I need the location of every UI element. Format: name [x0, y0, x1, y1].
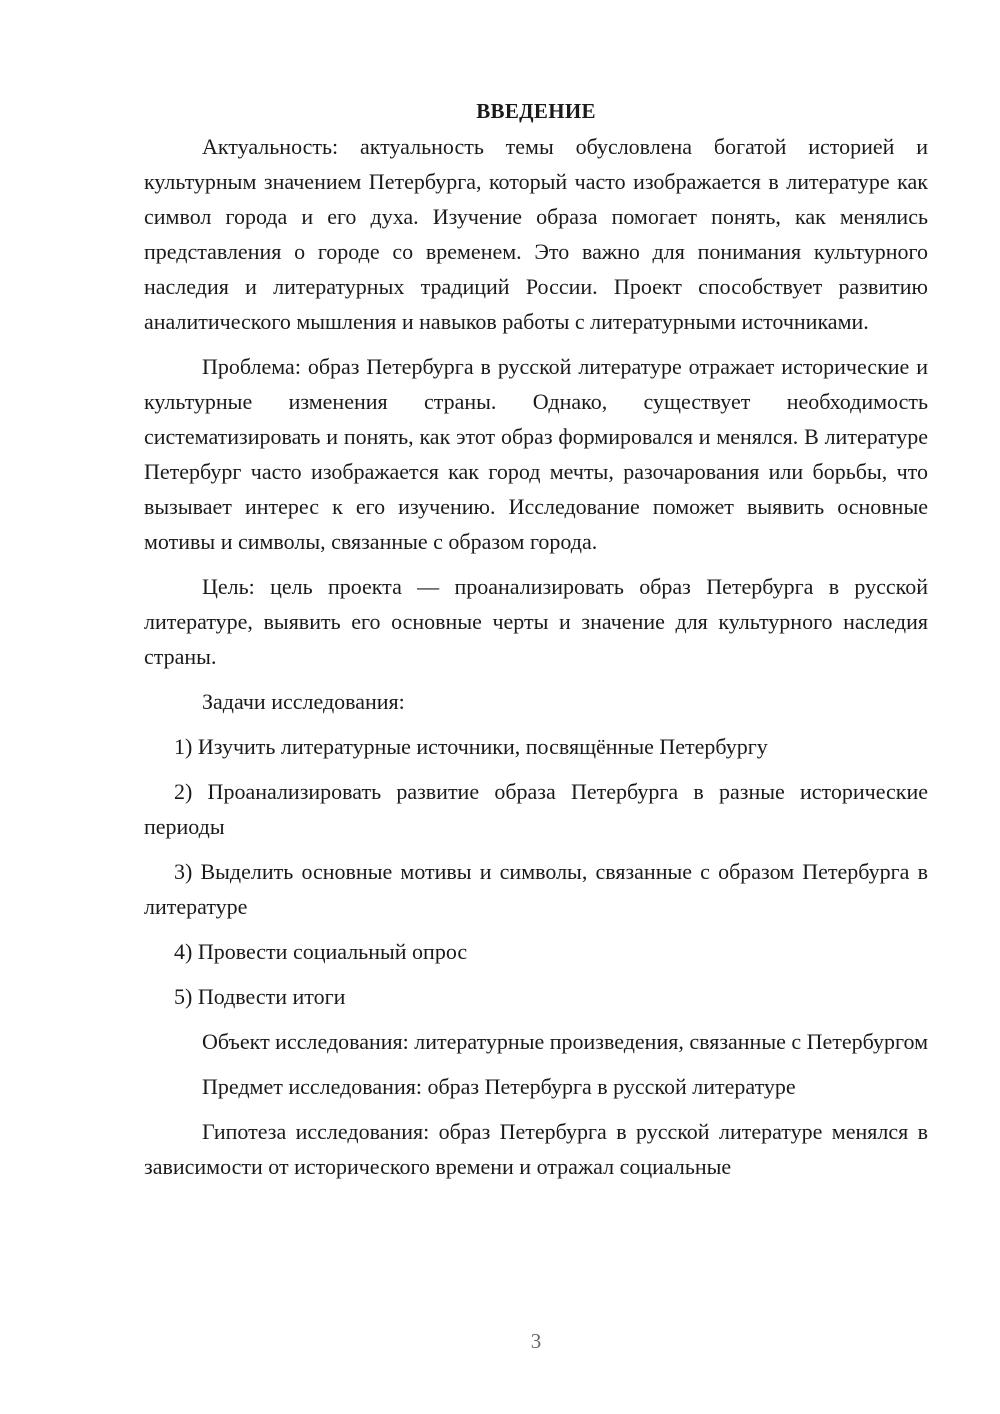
page-number: 3 [530, 1329, 542, 1353]
object-paragraph: Объект исследования: литературные произведения, связанные с Петербургом [202, 1029, 928, 1054]
task-item: 2) Проанализировать развитие образа Петербурга в разные исторические периоды [144, 779, 928, 839]
subject-paragraph: Предмет исследования: образ Петербурга в русской литературе [202, 1074, 796, 1099]
task-item: 5) Подвести итоги [174, 984, 346, 1009]
relevance-paragraph: Актуальность: актуальность темы обусловлена богатой историей и культурным значением Петербурга, который часто изображается в литературе как символ города и его духа. Изучение образа помогает понять, как менялись представления о городе со временем. Это важно для понимания культурного наследия и литературных традиций России. Проект способствует развитию аналитического мышления и навыков работы с литературными источниками. [144, 134, 928, 334]
task-item: 3) Выделить основные мотивы и символы, связанные с образом Петербурга в литературе [144, 859, 928, 919]
document-body [144, 94, 928, 1184]
tasks-heading: Задачи исследования: [202, 689, 405, 714]
section-title: ВВЕДЕНИЕ [476, 99, 596, 123]
hypothesis-paragraph: Гипотеза исследования: образ Петербурга в русской литературе менялся в зависимости от исторического времени и отражал социальные [144, 1119, 928, 1179]
task-item: 1) Изучить литературные источники, посвящённые Петербургу [174, 734, 768, 759]
problem-paragraph: Проблема: образ Петербурга в русской литературе отражает исторические и культурные изменения страны. Однако, существует необходимость систематизировать и понять, как этот образ формировался и менялся. В литературе Петербург часто изображается как город мечты, разочарования или борьбы, что вызывает интерес к его изучению. Исследование поможет выявить основные мотивы и символы, связанные с образом города. [144, 354, 928, 554]
goal-paragraph: Цель: цель проекта — проанализировать образ Петербурга в русской литературе, выявить его основные черты и значение для культурного наследия страны. [144, 574, 928, 669]
task-item: 4) Провести социальный опрос [174, 939, 468, 964]
